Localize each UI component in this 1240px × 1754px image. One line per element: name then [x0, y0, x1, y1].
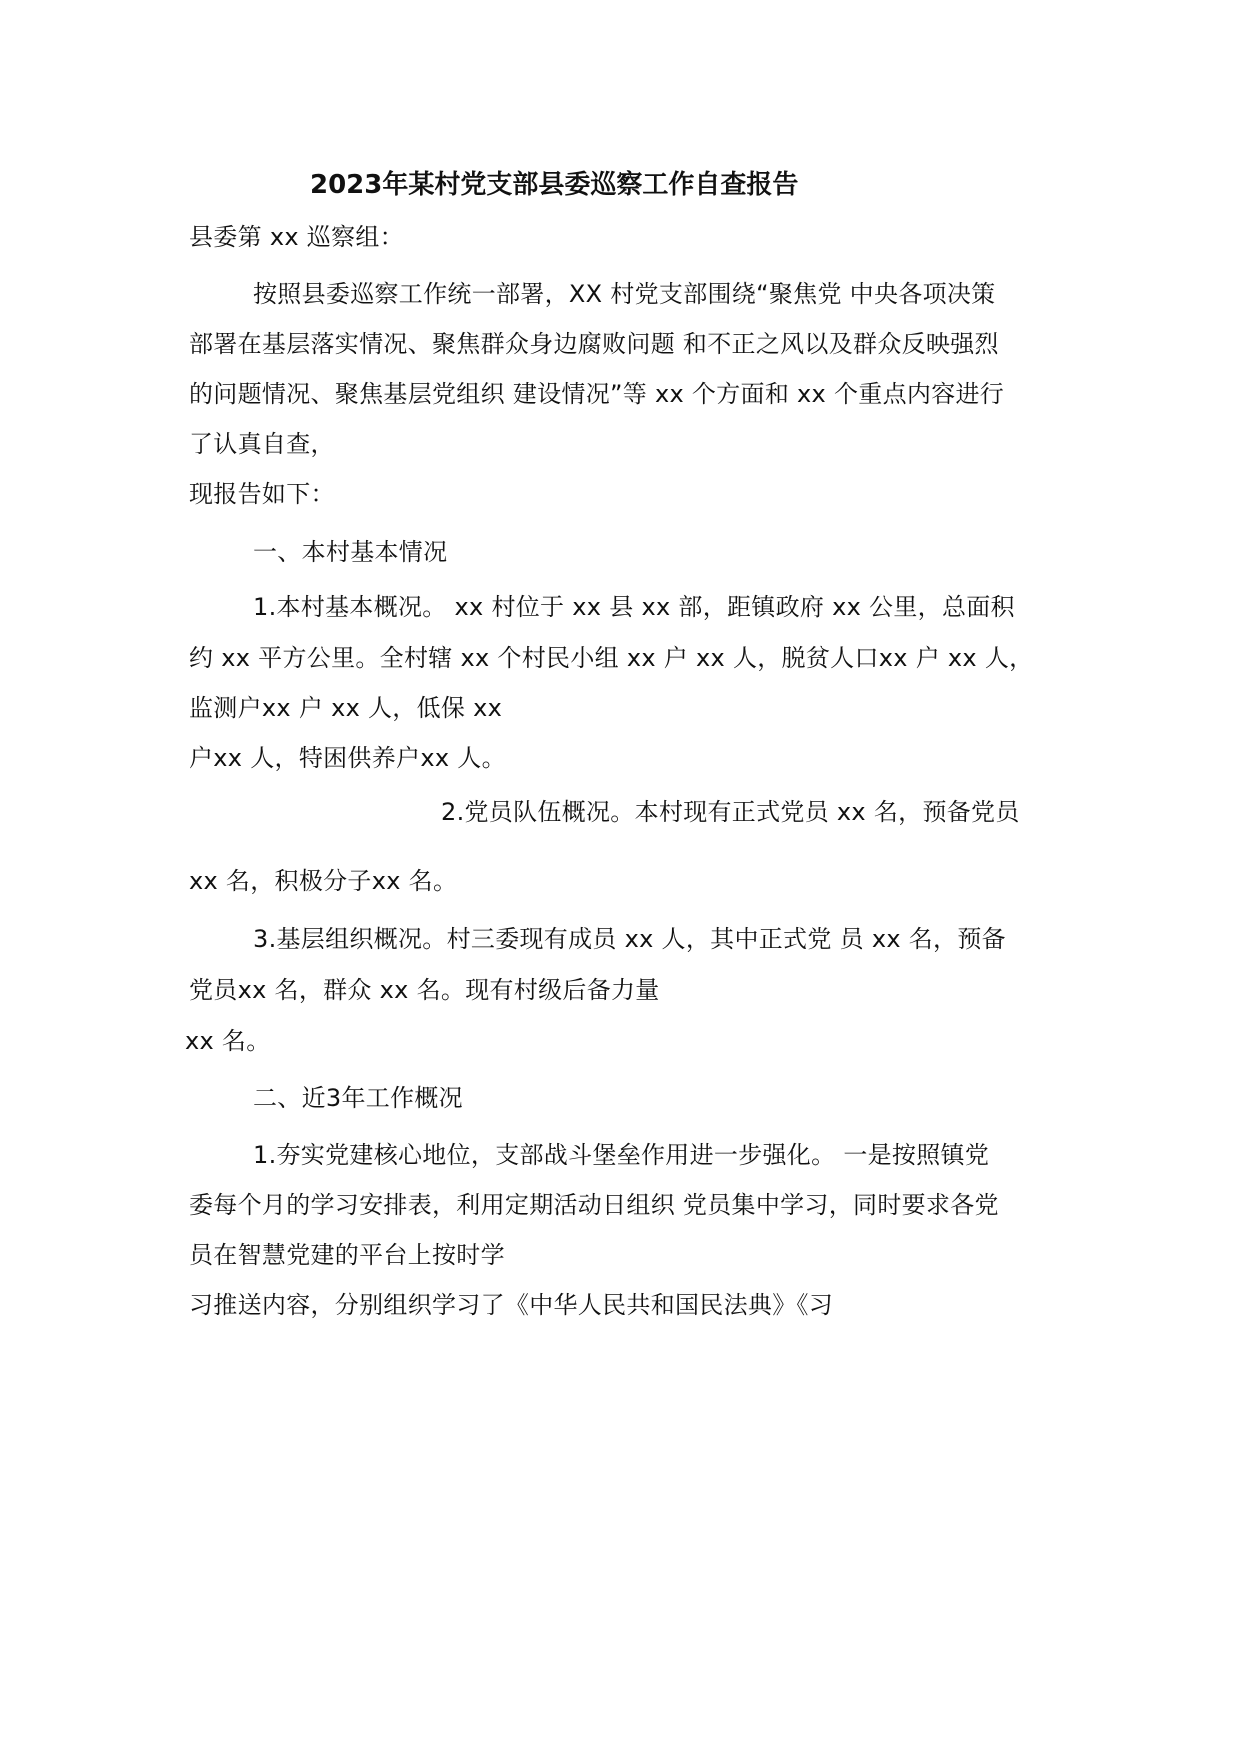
paragraph-line: 1.本村基本概况。 xx 村位于 xx 县 xx 部，距镇政府 xx 公里，总面积	[253, 593, 1015, 621]
paragraph-line: 约 xx 平方公里。全村辖 xx 个村民小组 xx 户 xx 人，脱贫人口xx 户 xx 人，	[189, 644, 1034, 672]
paragraph-line: 户xx 人，特困供养户xx 人。	[189, 744, 506, 772]
paragraph-line: 了认真自查，	[189, 430, 335, 458]
paragraph-line: 的问题情况、聚焦基层党组织 建设情况”等 xx 个方面和 xx 个重点内容进行	[189, 380, 1005, 408]
paragraph-line: 党员xx 名，群众 xx 名。现有村级后备力量	[189, 976, 660, 1004]
section-heading: 一、本村基本情况	[253, 538, 448, 566]
paragraph-line: 部署在基层落实情况、聚焦群众身边腐败问题 和不正之风以及群众反映强烈	[189, 330, 999, 358]
paragraph-line: 1.夯实党建核心地位，支部战斗堡垒作用进一步强化。 一是按照镇党	[253, 1141, 990, 1169]
paragraph-line: 3.基层组织概况。村三委现有成员 xx 人，其中正式党 员 xx 名，预备	[253, 925, 1006, 953]
paragraph-line: xx 名。	[185, 1027, 271, 1055]
section-heading: 二、近3年工作概况	[253, 1084, 463, 1112]
paragraph-line: 习推送内容，分别组织学习了《中华人民共和国民法典》《习	[189, 1291, 834, 1319]
paragraph-line: 监测户xx 户 xx 人，低保 xx	[189, 694, 503, 722]
paragraph-line: xx 名，积极分子xx 名。	[189, 867, 458, 895]
paragraph-line: 现报告如下：	[189, 480, 335, 508]
paragraph-line: 2.党员队伍概况。本村现有正式党员 xx 名，预备党员	[441, 798, 1020, 826]
document-title: 2023年某村党支部县委巡察工作自查报告	[310, 170, 799, 200]
salutation-line: 县委第 xx 巡察组：	[189, 223, 404, 251]
paragraph-line: 按照县委巡察工作统一部署，XX 村党支部围绕“聚焦党 中央各项决策	[253, 280, 996, 308]
paragraph-line: 员在智慧党建的平台上按时学	[189, 1241, 505, 1269]
paragraph-line: 委每个月的学习安排表，利用定期活动日组织 党员集中学习，同时要求各党	[189, 1191, 999, 1219]
